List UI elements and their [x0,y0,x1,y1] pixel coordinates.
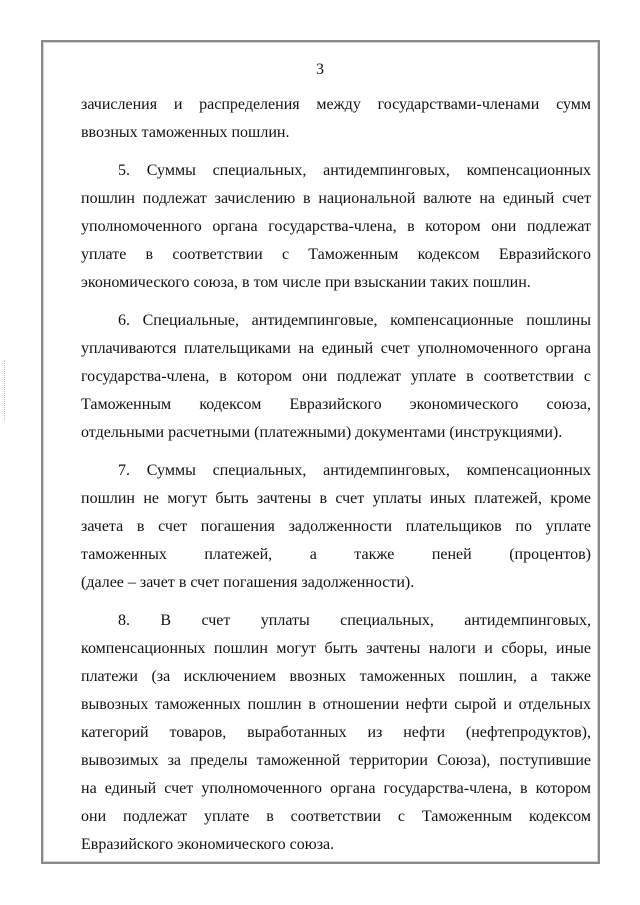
paragraph-7 [81,457,591,597]
text-line: категорий товаров, выработанных из нефти (нефтепродуктов), [81,724,591,741]
text-line: они подлежат уплате в соответствии с Таможенным кодексом [81,808,591,825]
text-line: государства-члена, в котором они подлежат уплате в соответствии с [81,368,591,385]
text-line: уплачиваются плательщиками на единый счет уполномоченного органа [81,340,591,357]
text-line: зачисления и распределения между государствами-членами сумм [81,96,591,113]
text-line: таможенных платежей, а также пеней (процентов) [81,546,591,563]
text-line: 5. Суммы специальных, антидемпинговых, компенсационных [118,162,591,179]
text-line: компенсационных пошлин могут быть зачтены налоги и сборы, иные [81,640,591,657]
text-line: уплате в соответствии с Таможенным кодексом Евразийского [81,246,591,263]
text-line: отдельными расчетными (платежными) документами (инструкциями). [81,424,563,441]
text-line: уполномоченного органа государства-члена, в котором они подлежат [81,218,591,235]
text-line: (далее – зачет в счет погашения задолженности). [81,574,415,591]
paragraph-5 [81,157,591,297]
text-line: 7. Суммы специальных, антидемпинговых, компенсационных [118,462,591,479]
text-line: Евразийского экономического союза. [81,836,335,853]
text-line: экономического союза, в том числе при взыскании таких пошлин. [81,274,531,291]
text-line: 6. Специальные, антидемпинговые, компенсационные пошлины [118,312,591,329]
text-line: на единый счет уполномоченного органа государства-члена, в котором [81,780,591,797]
text-line: 8. В счет уплаты специальных, антидемпинговых, [118,612,591,629]
paragraph-6 [81,307,591,447]
page-number: 3 [316,61,324,78]
text-line: зачета в счет погашения задолженности плательщиков по уплате [81,518,591,535]
text-line: пошлин не могут быть зачтены в счет уплаты иных платежей, кроме [81,490,591,507]
text-line: вывозимых за пределы таможенной территории Союза), поступившие [81,752,591,769]
text-line: Таможенным кодексом Евразийского экономического союза, [81,396,591,413]
text-line: ввозных таможенных пошлин. [81,124,290,141]
text-line: пошлин подлежат зачислению в национальной валюте на единый счет [81,190,591,207]
paragraph-8 [81,607,591,859]
text-line: платежи (за исключением ввозных таможенных пошлин, а также [81,668,591,685]
document-body [81,91,591,859]
scan-artifact [4,360,7,420]
paragraph-continuation [81,91,591,147]
text-line: вывозных таможенных пошлин в отношении нефти сырой и отдельных [81,696,591,713]
